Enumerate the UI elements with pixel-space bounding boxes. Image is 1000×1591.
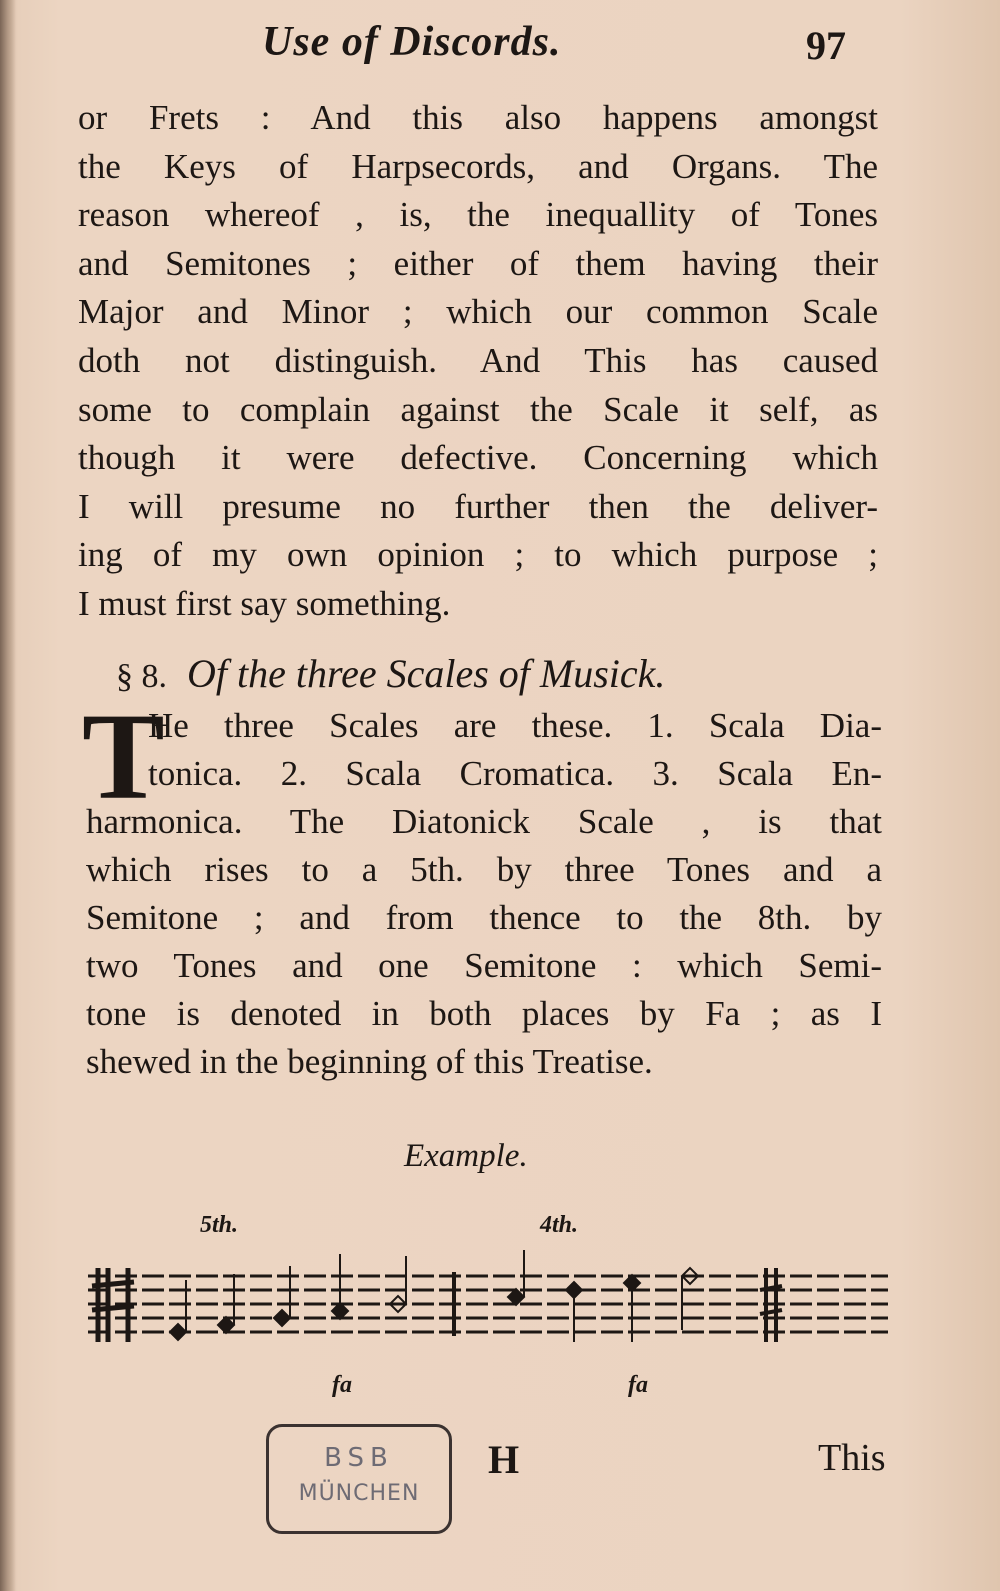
- library-stamp: [266, 1424, 452, 1534]
- section-heading: [116, 650, 665, 697]
- interval-label-5th: 5th.: [200, 1212, 239, 1238]
- section-line: shewed in the beginning of this Treatise.: [86, 1042, 653, 1081]
- fa-label: fa: [628, 1372, 648, 1398]
- stamp-text: MÜNCHEN: [298, 1481, 420, 1506]
- section-text: [86, 702, 882, 1086]
- music-example: [88, 1212, 888, 1402]
- note: [332, 1254, 348, 1319]
- body-text: [78, 94, 878, 629]
- body-line: and Semitones ; either of them having their: [78, 243, 878, 283]
- fa-label: fa: [332, 1372, 352, 1398]
- interval-label-4th: 4th.: [540, 1212, 579, 1238]
- body-line: ing of my own opinion ; to which purpose ;: [78, 535, 878, 575]
- section-line: harmonica. The Diatonick Scale , is that: [86, 802, 882, 841]
- body-line: Major and Minor ; which our common Scale: [78, 292, 878, 332]
- body-line: reason whereof , is, the inequallity of Tones: [78, 195, 878, 235]
- section-line: tone is denoted in both places by Fa ; as I: [86, 994, 882, 1033]
- body-line: some to complain against the Scale it self, as: [78, 389, 878, 429]
- drop-cap: T: [82, 688, 165, 825]
- section-line: which rises to a 5th. by three Tones and a: [86, 850, 882, 889]
- catchword: This: [818, 1437, 886, 1479]
- body-line: though it were defective. Concerning which: [78, 438, 878, 478]
- body-line: or Frets : And this also happens amongst: [78, 98, 878, 137]
- body-line: the Keys of Harpsecords, and Organs. The: [78, 146, 878, 186]
- section-mark: § 8.: [116, 658, 167, 695]
- body-line: I must first say something.: [78, 583, 451, 623]
- music-staff: [88, 1250, 888, 1390]
- body-line: I will presume no further then the deliver-: [78, 486, 878, 526]
- section-line: two Tones and one Semitone : which Semi-: [86, 946, 882, 985]
- stamp-text: BSB: [324, 1443, 394, 1473]
- example-label: Example.: [404, 1138, 528, 1174]
- page-gutter: [0, 0, 16, 1591]
- running-title: Use of Discords.: [262, 19, 562, 65]
- section-line: tonica. 2. Scala Cromatica. 3. Scala En-: [148, 754, 882, 793]
- page-header: [0, 12, 1000, 82]
- section-title: Of the three Scales of Musick.: [187, 651, 666, 696]
- section-line: Semitone ; and from thence to the 8th. by: [86, 898, 882, 937]
- body-line: doth not distinguish. And This has caused: [78, 340, 878, 380]
- section-line: He three Scales are these. 1. Scala Dia-: [148, 706, 882, 745]
- signature-mark: H: [488, 1437, 520, 1482]
- page-number: 97: [806, 23, 846, 68]
